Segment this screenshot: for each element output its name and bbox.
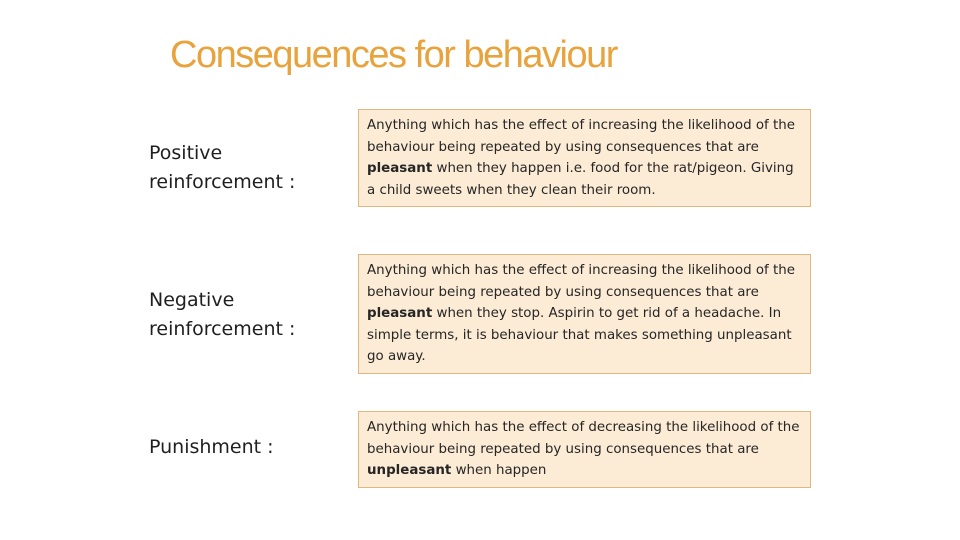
definition-text: Anything which has the effect of decreasing the likelihood of the behaviour being repeated by using consequences that are — [367, 420, 800, 457]
definition-box-negative-reinforcement — [358, 254, 811, 374]
row-label-punishment: Punishment : — [149, 436, 274, 458]
definition-text: when they stop. Aspirin to get rid of a headache. In simple terms, it is behaviour that makes something unpleasant go away. — [367, 306, 792, 365]
emphasis-text: pleasant — [367, 306, 433, 322]
emphasis-text: unpleasant — [367, 463, 452, 479]
row-label-positive-reinforcement: Positive reinforcement : — [149, 142, 296, 193]
definition-box-positive-reinforcement — [358, 109, 811, 207]
definition-text: when they happen i.e. food for the rat/pigeon. Giving a child sweets when they clean their room. — [367, 161, 794, 198]
definition-box-punishment — [358, 411, 811, 488]
definition-text: Anything which has the effect of increasing the likelihood of the behaviour being repeated by using consequences that are — [367, 118, 795, 155]
emphasis-text: pleasant — [367, 161, 433, 177]
definition-text: when happen — [451, 463, 547, 479]
page-title: Consequences for behaviour — [170, 34, 617, 76]
row-label-negative-reinforcement: Negative reinforcement : — [149, 289, 296, 340]
definition-text: Anything which has the effect of increasing the likelihood of the behaviour being repeated by using consequences that are — [367, 263, 795, 300]
